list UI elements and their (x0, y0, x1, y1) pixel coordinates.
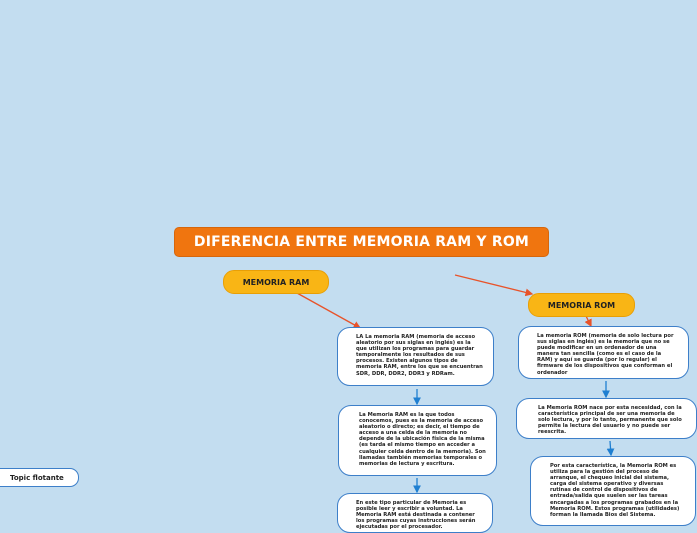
ram-note-random-access[interactable]: La Memoria RAM es la que todos conocemos, pues es la memoria de acceso aleatorio o directo; es decir, el tiempo de acceso a una celda de la memoria no depende de la ubicación física de la misma (es tarda el mismo tiempo en acceder a cualquier celda dentro de la memoria). Son llamadas también memorias temporales o memorias de lectura y escritura. (338, 405, 497, 476)
connector-rom-note2-to-note3 (610, 441, 611, 455)
rom-note-bios[interactable]: Por esta característica, la Memoria ROM es utiliza para la gestión del proceso de arranque, el chequeo inicial del sistema, carga del sistema operativo y diversas rutinas de control de dispositivos de entrada/salida que suelen ser las tareas encargadas a los programas grabados en la Memoria ROM. Estos programas (utilidades) forman la llamada Bios del Sistema. (530, 456, 696, 526)
ram-note-read-write[interactable]: En este tipo particular de Memoria es posible leer y escribir a voluntad. La Memoria RAM está destinada a contener los programas cuyas instrucciones serán ejecutadas por el procesador. (337, 493, 493, 533)
subtopic-memoria-ram[interactable]: MEMORIA RAM (223, 270, 329, 294)
central-topic[interactable]: DIFERENCIA ENTRE MEMORIA RAM Y ROM (175, 228, 548, 256)
rom-note-read-only[interactable]: La Memoria ROM nace por esta necesidad, con la característica principal de ser una memoria de solo lectura, y por lo tanto, permanente que solo permite la lectura del usuario y no puede ser reescrita. (516, 398, 697, 439)
rom-note-definition[interactable]: La memoria ROM (memoria de solo lectura por sus siglas en inglés) es la memoria que no se puede modificar en un ordenador de una manera tan sencilla (como es el caso de la RAM) y aquí se guarda (por lo regular) el firmware de los dispositivos que conforman el ordenador (518, 326, 689, 379)
subtopic-memoria-rom[interactable]: MEMORIA ROM (528, 293, 635, 317)
ram-note-definition[interactable]: LA La memoria RAM (memoria de acceso aleatorio por sus siglas en inglés) es la que utilizan los programas para guardar temporalmente los resultados de sus procesos. Existen algunos tipos de memoria RAM, entre los que se encuentran SDR, DDR, DDR2, DDR3 y RDRam. (337, 327, 494, 386)
connector-main-to-rom (455, 275, 532, 294)
connector-rom-to-note (586, 316, 591, 326)
floating-topic[interactable]: Topic flotante (0, 468, 79, 487)
connector-ram-to-note (297, 293, 360, 328)
